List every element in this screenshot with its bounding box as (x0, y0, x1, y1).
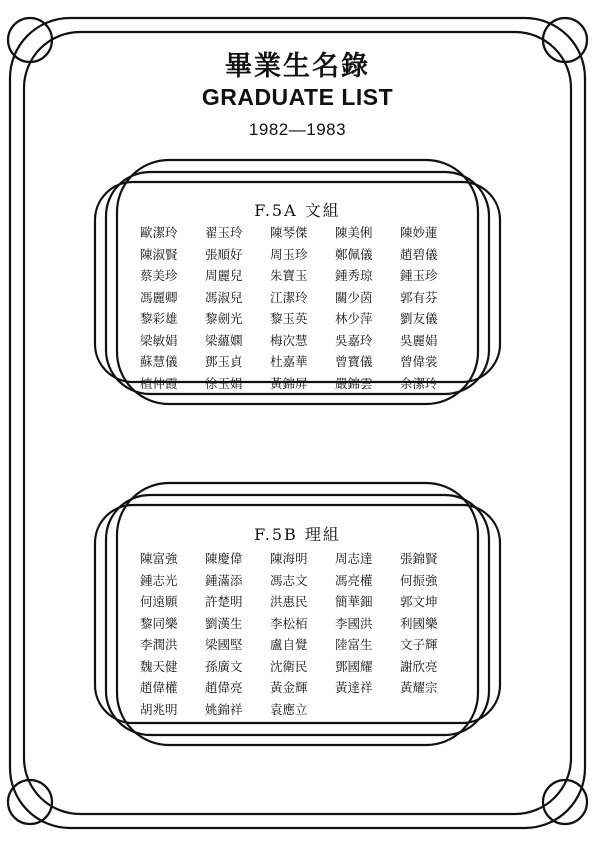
graduate-name: 翟玉玲 (205, 225, 243, 240)
graduate-name: 陳美俐 (335, 225, 373, 240)
graduate-name: 歐潔玲 (140, 225, 178, 240)
graduate-name: 沈衛民 (270, 658, 308, 674)
graduate-name: 陳琴傑 (270, 225, 308, 240)
graduate-name: 趙碧儀 (400, 246, 438, 262)
graduate-name: 李松栢 (270, 615, 308, 631)
graduate-name: 鍾志光 (140, 572, 178, 588)
year-range: 1982—1983 (248, 120, 347, 139)
graduate-name: 鄧玉貞 (205, 354, 243, 369)
graduate-name: 周玉珍 (270, 246, 308, 262)
graduate-name: 鄧國耀 (335, 658, 373, 674)
section-title-f5b: F.5B 理組 (254, 525, 341, 544)
graduate-name: 黎劍光 (205, 311, 243, 326)
graduate-name: 梁國堅 (205, 637, 243, 652)
graduate-name: 嚴錦雲 (335, 375, 373, 391)
graduate-name: 黃錦屏 (270, 375, 308, 391)
graduate-name: 蘇慧儀 (140, 354, 178, 369)
graduate-name: 文子輝 (400, 637, 438, 652)
graduate-name: 周麗兒 (205, 268, 243, 283)
graduate-name: 黎彩雄 (140, 311, 178, 326)
name-list-f5b (140, 548, 465, 720)
graduate-name: 許楚明 (205, 594, 243, 609)
graduate-name: 吳麗娟 (400, 332, 438, 348)
graduate-name: 馮淑兒 (205, 289, 243, 305)
graduate-name: 何遠願 (140, 594, 178, 609)
graduate-name: 鄭佩儀 (335, 246, 373, 262)
graduate-name: 黃耀宗 (400, 680, 438, 695)
graduate-name: 胡兆明 (140, 701, 178, 717)
graduate-name: 袁應立 (270, 701, 308, 717)
graduate-name: 趙偉權 (140, 680, 178, 695)
graduate-name: 黎玉英 (270, 311, 308, 326)
graduate-name: 馮志文 (270, 572, 308, 588)
page-title-english: GRADUATE LIST (201, 84, 394, 110)
graduate-name: 鍾滿添 (205, 572, 243, 588)
graduate-name: 馮亮權 (335, 572, 373, 588)
graduate-name: 姚錦祥 (205, 701, 243, 717)
graduate-name: 朱寶玉 (270, 268, 308, 283)
graduate-name: 孫廣文 (205, 658, 243, 674)
graduate-name: 李潤洪 (140, 637, 178, 652)
section-title-f5a: F.5A 文組 (254, 201, 341, 220)
graduate-name: 林少萍 (335, 311, 373, 326)
graduate-name: 馮麗卿 (140, 289, 178, 305)
graduate-name: 關少茵 (335, 289, 373, 305)
graduate-name: 梁敏娟 (140, 332, 178, 348)
graduate-name: 蔡美珍 (140, 268, 178, 283)
graduate-name: 陳海明 (270, 551, 308, 566)
graduate-name: 鍾玉珍 (400, 268, 438, 283)
graduate-name: 曾偉裳 (400, 354, 438, 369)
graduate-name: 洪惠民 (270, 594, 308, 609)
graduate-name: 謝欣亮 (400, 658, 438, 674)
graduate-name: 陳淑賢 (140, 246, 178, 262)
graduate-name: 陸富生 (335, 637, 373, 652)
graduate-name: 黎同樂 (140, 615, 178, 631)
graduate-name: 鍾秀琼 (335, 268, 373, 283)
graduate-name: 余潔玲 (400, 375, 438, 391)
graduate-name: 黃金輝 (270, 680, 308, 695)
graduate-name: 利國樂 (400, 615, 438, 631)
graduate-name: 郭有芬 (400, 289, 438, 305)
graduate-name: 黃達祥 (335, 680, 373, 695)
name-list-f5a (140, 222, 465, 394)
graduate-name: 曾寶儀 (335, 354, 373, 369)
graduate-name: 簡華鈿 (335, 594, 373, 609)
graduate-name: 江潔玲 (270, 289, 308, 305)
graduate-name: 杜嘉華 (270, 354, 308, 369)
graduate-name: 梅次慧 (270, 332, 308, 348)
graduate-name: 劉友儀 (400, 311, 438, 326)
graduate-name: 魏天健 (140, 658, 178, 674)
graduate-name: 張錦賢 (400, 551, 438, 566)
graduate-name: 植仲霞 (140, 375, 178, 391)
graduate-name: 徐玉娟 (205, 375, 243, 391)
graduate-name: 劉漢生 (205, 615, 243, 631)
graduate-name: 陳妙蓮 (400, 225, 438, 240)
graduate-name: 郭文坤 (400, 594, 438, 609)
graduate-name: 趙偉亮 (205, 680, 243, 695)
graduate-name: 張順好 (205, 246, 243, 262)
graduate-name: 梁蘊嫻 (205, 332, 243, 348)
graduate-name: 陳慶偉 (205, 551, 243, 566)
graduate-name: 陳富強 (140, 551, 178, 566)
graduate-name: 吳嘉玲 (335, 332, 373, 348)
graduate-name: 何振強 (400, 572, 438, 588)
graduate-name: 盧自覺 (270, 637, 308, 652)
graduate-name: 李國洪 (335, 615, 373, 631)
page-title-chinese: 畢業生名錄 (225, 51, 370, 82)
graduate-name: 周志達 (335, 551, 373, 566)
